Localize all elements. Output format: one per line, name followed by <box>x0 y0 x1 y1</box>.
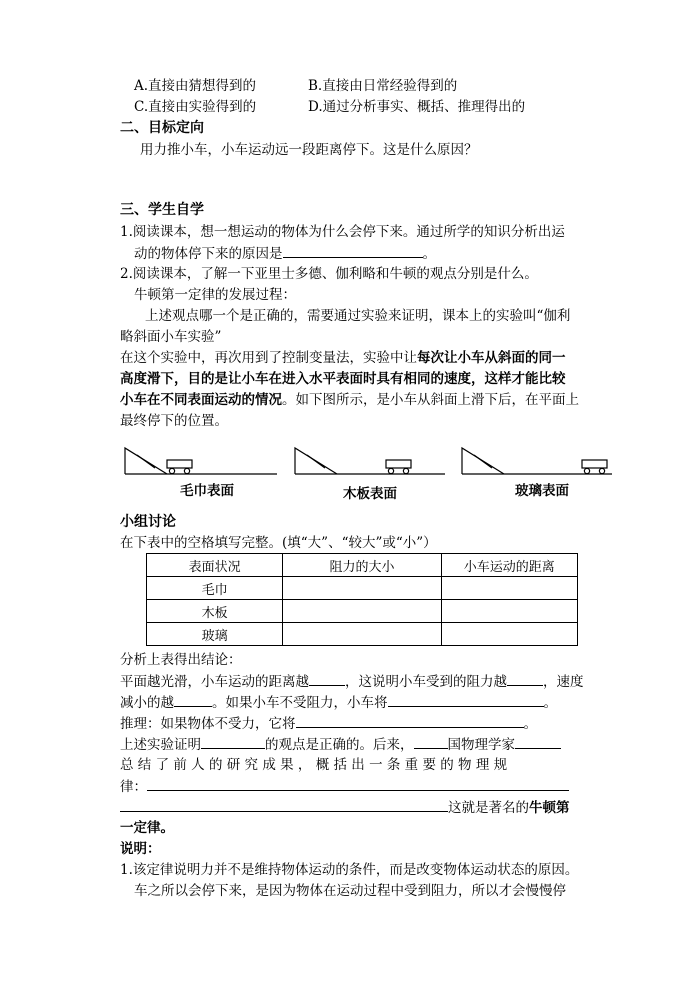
answer-blank[interactable] <box>283 243 423 258</box>
table-cell-blank[interactable] <box>283 623 441 646</box>
exp-line4: 最终停下的位置。 <box>120 413 228 429</box>
inference-line: 推理：如果物体不受力，它将 。 <box>120 713 537 734</box>
table-cell-blank[interactable] <box>283 577 441 600</box>
result-table <box>146 553 578 646</box>
note-1-cont: 车之所以会停下来，是因为物体在运动过程中受到阻力，所以才会慢慢停 <box>134 883 566 899</box>
table-row <box>147 600 578 623</box>
famous-line-cont: 一定律。 <box>120 820 174 836</box>
table-header: 阻力的大小 <box>283 554 441 577</box>
answer-blank[interactable] <box>507 671 543 686</box>
section2-heading: 二、目标定向 <box>120 120 204 136</box>
label-towel: 毛巾表面 <box>180 483 234 499</box>
label-wood: 木板表面 <box>343 486 397 502</box>
option-a: A.直接由猜想得到的 <box>134 78 257 94</box>
label-glass: 玻璃表面 <box>515 483 569 499</box>
proof-line: 上述实验证明 的观点是正确的。后来， 国物理学家 <box>120 734 561 755</box>
discussion-instruction: 在下表中的空格填写完整。(填“大”、“较大”或“小”） <box>120 535 437 551</box>
item1-line2: 动的物体停下来的原因是 。 <box>134 243 436 264</box>
answer-blank[interactable] <box>414 734 448 749</box>
exp-line2: 高度滑下，目的是让小车在进入水平表面时具有相同的速度，这样才能比较 <box>120 371 566 387</box>
option-d: D.通过分析事实、概括、推理得出的 <box>308 99 526 115</box>
table-row <box>147 577 578 600</box>
note-1: 1.该定律说明力并不是维持物体运动的条件，而是改变物体运动状态的原因。 <box>120 862 579 878</box>
notes-heading: 说明： <box>120 841 161 857</box>
answer-blank[interactable] <box>309 671 345 686</box>
table-cell-blank[interactable] <box>441 623 577 646</box>
law-line: 律： <box>120 776 569 797</box>
answer-blank[interactable] <box>388 692 544 707</box>
section3-heading: 三、学生自学 <box>120 202 204 218</box>
answer-blank[interactable] <box>120 797 448 812</box>
exp-line3: 小车在不同表面运动的情况。如下图所示，是小车从斜面上滑下后，在平面上 <box>120 392 579 408</box>
para-line1: 上述观点哪一个是正确的，需要通过实验来证明，课本上的实验叫“伽利 <box>145 308 571 324</box>
table-cell: 木板 <box>147 600 283 623</box>
incline-glass <box>462 448 612 474</box>
para-line2: 略斜面小车实验” <box>120 329 222 345</box>
exp-line1: 在这个实验中，再次用到了控制变量法，实验中让每次让小车从斜面的同一 <box>120 350 566 366</box>
table-cell: 毛巾 <box>147 577 283 600</box>
table-header: 小车运动的距离 <box>441 554 577 577</box>
section2-question: 用力推小车，小车运动远一段距离停下。这是什么原因？ <box>140 142 478 158</box>
answer-blank[interactable] <box>201 734 265 749</box>
item2: 2.阅读课本，了解一下亚里士多德、伽利略和牛顿的观点分别是什么。 <box>120 266 538 282</box>
table-cell-blank[interactable] <box>441 600 577 623</box>
analysis-line1: 平面越光滑，小车运动的距离越 ，这说明小车受到的阻力越 ，速度 <box>120 671 584 692</box>
table-cell: 玻璃 <box>147 623 283 646</box>
discussion-heading: 小组讨论 <box>120 514 176 530</box>
incline-wood <box>295 448 445 474</box>
table-header: 表面状况 <box>147 554 283 577</box>
analysis-line2: 减小的越 。如果小车不受阻力，小车将 。 <box>120 692 557 713</box>
incline-towel <box>125 448 277 474</box>
answer-blank[interactable] <box>296 713 524 728</box>
item1-line1: 1.阅读课本，想一想运动的物体为什么会停下来。通过所学的知识分析出运 <box>120 224 565 240</box>
table-header-row <box>147 554 578 577</box>
analysis-lead: 分析上表得出结论： <box>120 652 242 668</box>
option-c: C.直接由实验得到的 <box>134 99 257 115</box>
process-label: 牛顿第一定律的发展过程： <box>134 287 296 303</box>
table-row <box>147 623 578 646</box>
answer-blank[interactable] <box>174 692 212 707</box>
famous-line: 这就是著名的牛顿第 <box>120 797 570 818</box>
table-cell-blank[interactable] <box>441 577 577 600</box>
table-cell-blank[interactable] <box>283 600 441 623</box>
summary-line: 总 结 了 前 人 的 研 究 成 果 ， 概 括 出 一 条 重 要 的 物 理 规 <box>120 757 508 773</box>
answer-blank[interactable] <box>147 776 569 791</box>
option-b: B.直接由日常经验得到的 <box>308 78 458 94</box>
answer-blank[interactable] <box>515 734 561 749</box>
